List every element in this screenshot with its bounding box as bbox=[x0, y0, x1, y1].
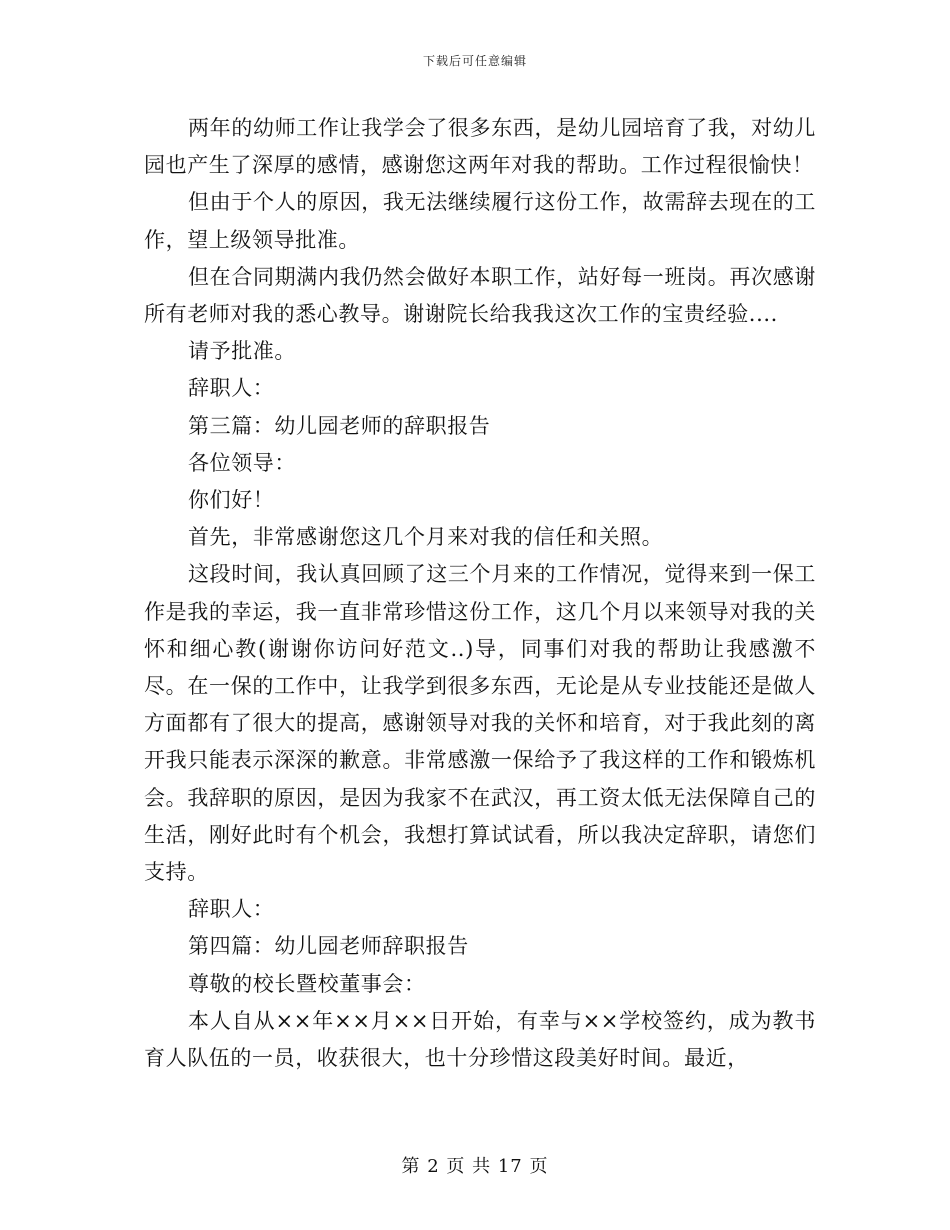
section-title: 第三篇：幼儿园老师的辞职报告 bbox=[188, 413, 491, 438]
paragraph: 但由于个人的原因，我无法继续履行这份工作，故需辞去现在的工作，望上级领导批准。 bbox=[144, 190, 816, 252]
paragraph: 首先，非常感谢您这几个月来对我的信任和关照。 bbox=[188, 525, 664, 550]
page-number: 第 2 页 共 17 页 bbox=[401, 1156, 549, 1177]
page-header: 下载后可任意编辑 bbox=[422, 54, 527, 68]
paragraph: 但在合同期满内我仍然会做好本职工作，站好每一班岗。再次感谢所有老师对我的悉心教导。谢谢院长给我我这次工作的宝贵经验.... bbox=[144, 264, 816, 327]
document-body bbox=[144, 110, 816, 1077]
salutation: 各位领导： bbox=[188, 450, 296, 475]
signature-line: 辞职人： bbox=[188, 376, 275, 401]
paragraph: 本人自从××年××月××日开始，有幸与××学校签约，成为教书育人队伍的一员，收获很大，也十分珍惜这段美好时间。最近， bbox=[144, 1008, 816, 1071]
signature-line: 辞职人： bbox=[188, 897, 275, 922]
salutation: 尊敬的校长暨校董事会： bbox=[188, 971, 426, 996]
paragraph: 请予批准。 bbox=[188, 339, 296, 364]
section-title: 第四篇：幼儿园老师辞职报告 bbox=[188, 934, 469, 959]
greeting: 你们好！ bbox=[188, 488, 275, 513]
paragraph: 这段时间，我认真回顾了这三个月来的工作情况，觉得来到一保工作是我的幸运，我一直非常珍惜这份工作，这几个月以来领导对我的关怀和细心教(谢谢你访问好范文..)导，同事们对我的帮助让我感激不尽。在一保的工作中，让我学到很多东西，无论是从专业技能还是做人方面都有了很大的提高，感谢领导对我的关怀和培育，对于我此刻的离开我只能表示深深的歉意。非常感激一保给予了我这样的工作和锻炼机会。我辞职的原因，是因为我家不在武汉，再工资太低无法保障自己的生活，刚好此时有个机会，我想打算试试看，所以我决定辞职，请您们支持。 bbox=[144, 562, 816, 885]
paragraph: 两年的幼师工作让我学会了很多东西，是幼儿园培育了我，对幼儿园也产生了深厚的感情，感谢您这两年对我的帮助。工作过程很愉快！ bbox=[144, 116, 816, 178]
